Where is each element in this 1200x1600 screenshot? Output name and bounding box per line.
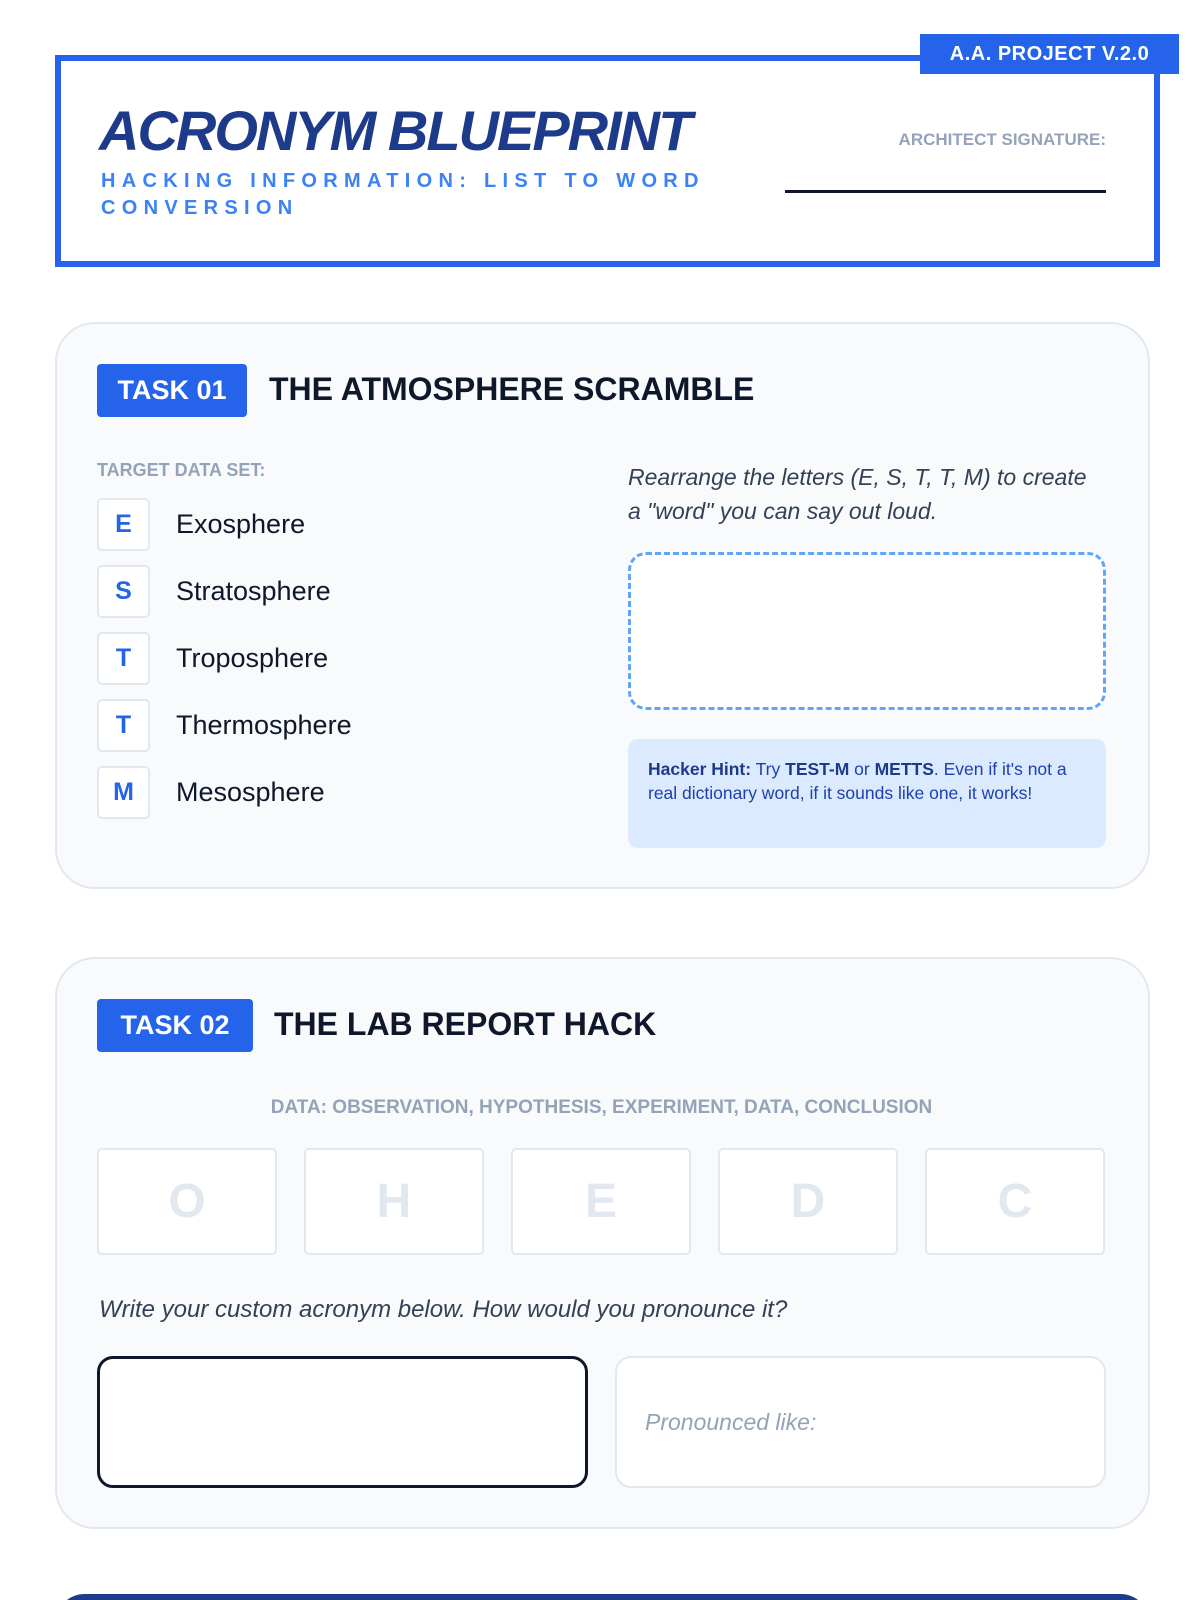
pronounced-like-input[interactable] [615, 1356, 1106, 1488]
layer-row [97, 632, 328, 685]
layer-row [97, 699, 352, 752]
hacker-hint-box [628, 739, 1106, 848]
hint-option: TEST-M [785, 759, 850, 779]
layer-letter-box: E [97, 498, 150, 551]
layer-letter-box: M [97, 766, 150, 819]
task-01-title: THE ATMOSPHERE SCRAMBLE [269, 371, 755, 407]
version-tag: A.A. PROJECT V.2.0 [920, 34, 1179, 74]
signature-line[interactable] [785, 190, 1106, 193]
hint-label: Hacker Hint: [648, 759, 752, 779]
layer-name: Stratosphere [176, 576, 331, 606]
task-03-card [55, 1594, 1150, 1600]
hint-text: Try [751, 759, 786, 779]
task-01-badge: TASK 01 [97, 364, 247, 417]
layer-letter-box: T [97, 632, 150, 685]
layer-row [97, 766, 325, 819]
hint-option: METTS [874, 759, 934, 779]
page-subtitle: HACKING INFORMATION: LIST TO WORD CONVERSION [101, 170, 705, 219]
target-data-label: TARGET DATA SET: [97, 460, 266, 480]
layer-letter-box: S [97, 565, 150, 618]
layer-name: Mesosphere [176, 777, 325, 807]
layer-row [97, 565, 331, 618]
acronym-letter-box[interactable]: H [304, 1148, 484, 1255]
data-list-label: DATA: OBSERVATION, HYPOTHESIS, EXPERIMENT, DATA, CONCLUSION [270, 1097, 933, 1118]
task-02-title: THE LAB REPORT HACK [274, 1006, 657, 1042]
task-02-instruction: Write your custom acronym below. How would you pronounce it? [99, 1296, 788, 1323]
acronym-letter-box[interactable]: E [511, 1148, 691, 1255]
layer-name: Thermosphere [176, 710, 352, 740]
hint-text: . Even if it's not a real dictionary word, if it sounds like one, it works! [648, 759, 1067, 803]
layer-name: Troposphere [176, 643, 329, 673]
hint-text: or [849, 759, 875, 779]
task-02-badge: TASK 02 [97, 999, 253, 1052]
layer-row [97, 498, 305, 551]
layer-name: Exosphere [176, 509, 306, 539]
acronym-letter-box[interactable]: O [97, 1148, 277, 1255]
page-title: ACRONYM BLUEPRINT [99, 99, 691, 162]
signature-label: ARCHITECT SIGNATURE: [898, 130, 1106, 149]
custom-acronym-input[interactable] [97, 1356, 588, 1488]
acronym-letter-box[interactable]: C [925, 1148, 1105, 1255]
layer-letter-box: T [97, 699, 150, 752]
acronym-letter-box[interactable]: D [718, 1148, 898, 1255]
task-01-instruction: Rearrange the letters (E, S, T, T, M) to create a "word" you can say out loud. [628, 464, 1087, 524]
scramble-answer-box[interactable] [628, 552, 1106, 710]
